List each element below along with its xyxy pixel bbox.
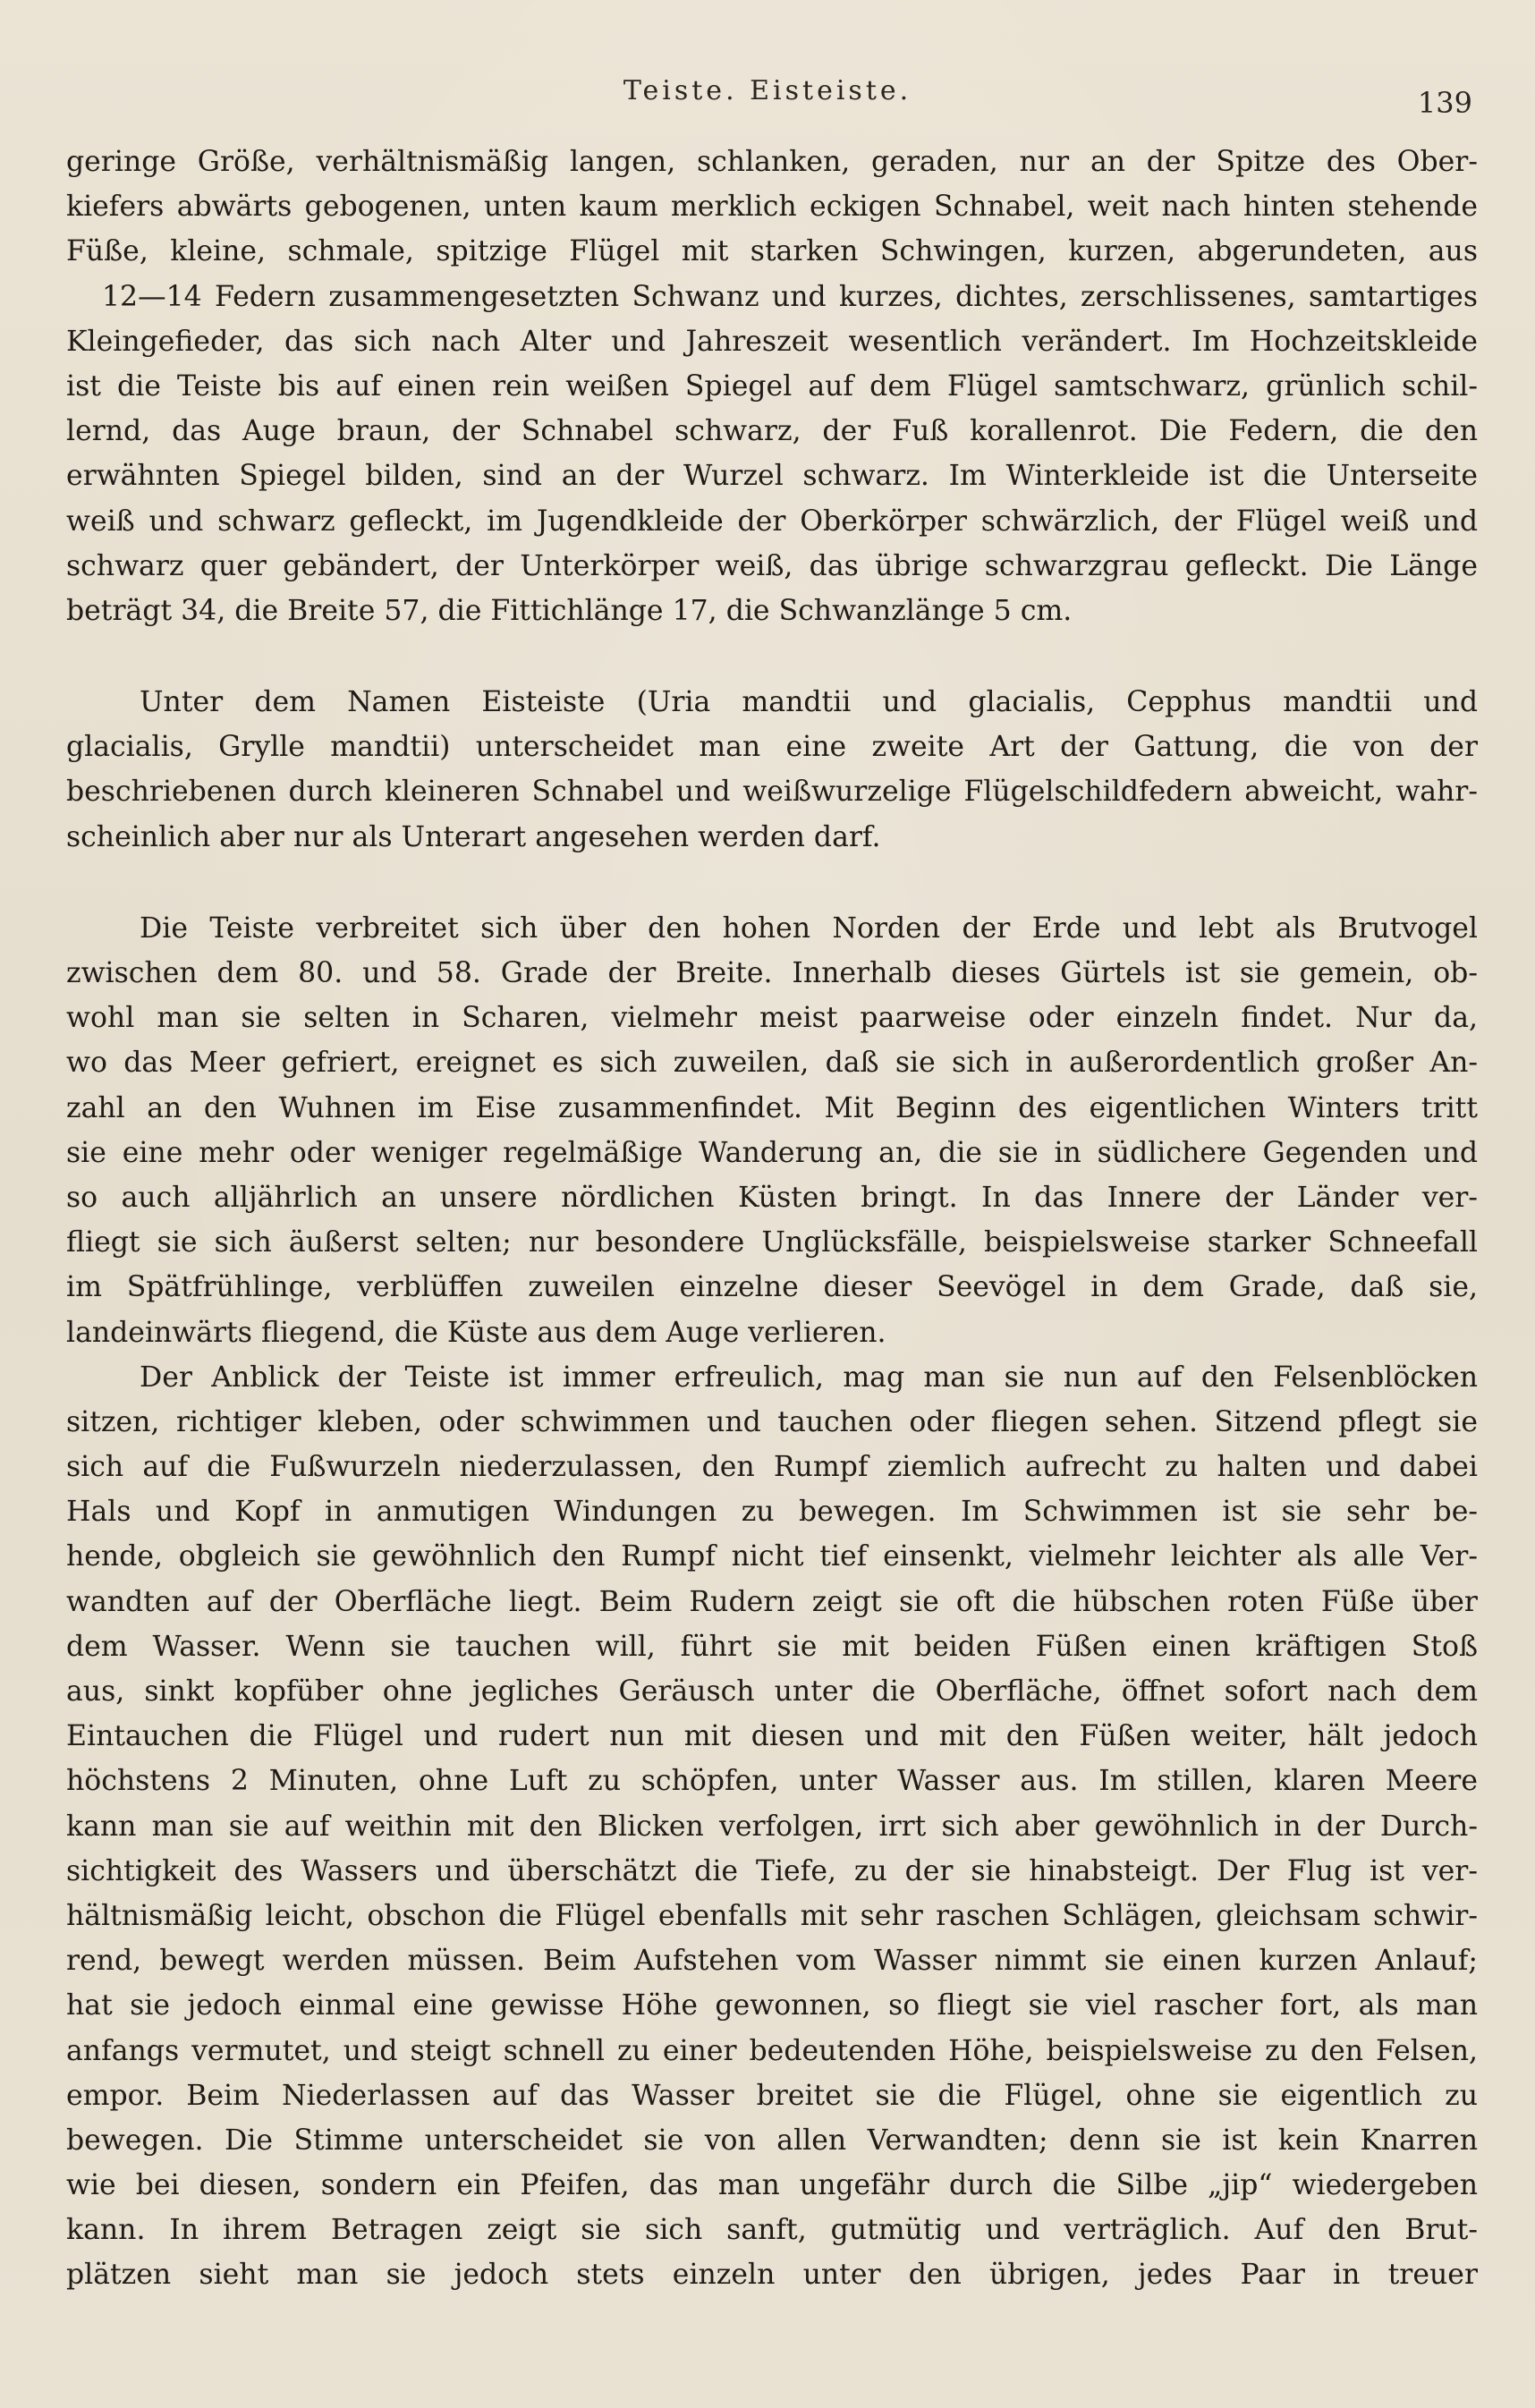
paragraph <box>66 906 1478 1355</box>
text-line: scheinlich aber nur als Unterart angesehen werden darf. <box>66 820 881 853</box>
text-line: Unter dem Namen Eisteiste (Uria mandtii und glacialis, Cepphus mandtii und <box>140 686 1478 719</box>
text-line: wohl man sie selten in Scharen, vielmehr meist paarweise oder einzeln findet. Nur da, <box>66 1002 1478 1035</box>
paragraph <box>66 140 1478 633</box>
text-line: Eintauchen die Flügel und rudert nun mit diesen und mit den Füßen weiter, hält jedoch <box>66 1720 1478 1753</box>
text-line: sichtigkeit des Wassers und überschätzt die Tiefe, zu der sie hinabsteigt. Der Flug ist ver- <box>66 1854 1478 1887</box>
text-line: glacialis, Grylle mandtii) unterscheidet man eine zweite Art der Gattung, die von der <box>66 731 1478 764</box>
text-line: dem Wasser. Wenn sie tauchen will, führt sie mit beiden Füßen einen kräftigen Stoß <box>66 1630 1478 1663</box>
text-line: geringe Größe, verhältnismäßig langen, schlanken, geraden, nur an der Spitze des Ober- <box>66 146 1478 178</box>
page-number: 139 <box>1417 86 1472 120</box>
text-line: beschriebenen durch kleineren Schnabel und weißwurzelige Flügelschildfedern abweicht, wahr- <box>66 776 1478 809</box>
text-line: 12—14 Federn zusammengesetzten Schwanz und kurzes, dichtes, zerschlissenes, samtartiges <box>102 280 1478 313</box>
text-line: erwähnten Spiegel bilden, sind an der Wurzel schwarz. Im Winterkleide ist die Unterseite <box>66 460 1478 493</box>
text-line: wo das Meer gefriert, ereignet es sich zuweilen, daß sie sich in außerordentlich großer An- <box>66 1047 1478 1080</box>
text-line: kann man sie auf weithin mit den Blicken verfolgen, irrt sich aber gewöhnlich in der Durch- <box>66 1810 1478 1843</box>
text-line: kann. In ihrem Betragen zeigt sie sich sanft, gutmütig und verträglich. Auf den Brut- <box>66 2214 1478 2247</box>
text-line: anfangs vermutet, und steigt schnell zu einer bedeutenden Höhe, beispielsweise zu den Felsen, <box>66 2034 1478 2067</box>
text-line: kiefers abwärts gebogenen, unten kaum merklich eckigen Schnabel, weit nach hinten stehende <box>66 191 1478 224</box>
text-line: schwarz quer gebändert, der Unterkörper weiß, das übrige schwarzgrau gefleckt. Die Länge <box>66 549 1478 582</box>
text-line: zwischen dem 80. und 58. Grade der Breite. Innerhalb dieses Gürtels ist sie gemein, ob- <box>66 957 1478 989</box>
text-line: Kleingefieder, das sich nach Alter und Jahreszeit wesentlich verändert. Im Hochzeitskleide <box>66 325 1478 358</box>
text-line: beträgt 34, die Breite 57, die Fittichlänge 17, die Schwanzlänge 5 cm. <box>66 594 1073 627</box>
text-line: so auch alljährlich an unsere nördlichen Küsten bringt. In das Innere der Länder ver- <box>66 1181 1478 1214</box>
text-line: rend, bewegt werden müssen. Beim Aufstehen vom Wasser nimmt sie einen kurzen Anlauf; <box>66 1945 1478 1978</box>
text-line: im Spätfrühlinge, verblüffen zuweilen einzelne dieser Seevögel in dem Grade, daß sie, <box>66 1271 1478 1304</box>
text-line: landeinwärts fliegend, die Küste aus dem Auge verlieren. <box>66 1316 886 1349</box>
text-line: bewegen. Die Stimme unterscheidet sie von allen Verwandten; denn sie ist kein Knarren <box>66 2124 1478 2157</box>
text-line: Der Anblick der Teiste ist immer erfreulich, mag man sie nun auf den Felsenblöcken <box>140 1361 1478 1394</box>
text-line: ist die Teiste bis auf einen rein weißen Spiegel auf dem Flügel samtschwarz, grünlich schil- <box>66 369 1478 403</box>
text-line: plätzen sieht man sie jedoch stets einzeln unter den übrigen, jedes Paar in treuer <box>66 2259 1478 2292</box>
text-line: sie eine mehr oder weniger regelmäßige Wanderung an, die sie in südlichere Gegenden und <box>66 1136 1478 1169</box>
text-line: Füße, kleine, schmale, spitzige Flügel mit starken Schwingen, kurzen, abgerundeten, aus <box>66 235 1478 268</box>
text-line: sitzen, richtiger kleben, oder schwimmen und tauchen oder fliegen sehen. Sitzend pflegt sie <box>66 1405 1478 1438</box>
text-line: hat sie jedoch einmal eine gewisse Höhe gewonnen, so fliegt sie viel rascher fort, als man <box>66 1989 1478 2022</box>
text-line: wie bei diesen, sondern ein Pfeifen, das man ungefähr durch die Silbe „jip“ wiedergeben <box>66 2169 1478 2202</box>
text-line: hältnismäßig leicht, obschon die Flügel ebenfalls mit sehr raschen Schlägen, gleichsam schwir- <box>66 1899 1478 1932</box>
running-title: Teiste. Eisteiste. <box>623 75 912 106</box>
text-line: sich auf die Fußwurzeln niederzulassen, den Rumpf ziemlich aufrecht zu halten und dabei <box>66 1451 1478 1484</box>
text-line: zahl an den Wuhnen im Eise zusammenfindet. Mit Beginn des eigentlichen Winters tritt <box>66 1091 1478 1124</box>
text-line: weiß und schwarz gefleckt, im Jugendkleide der Oberkörper schwärzlich, der Flügel weiß und <box>66 504 1478 538</box>
text-line: Hals und Kopf in anmutigen Windungen zu bewegen. Im Schwimmen ist sie sehr be- <box>66 1496 1478 1529</box>
text-line: aus, sinkt kopfüber ohne jegliches Geräusch unter die Oberfläche, öffnet sofort nach dem <box>66 1675 1478 1708</box>
paragraph <box>66 1355 1478 2298</box>
paragraph-gap <box>66 860 1478 906</box>
text-line: empor. Beim Niederlassen auf das Wasser breitet sie die Flügel, ohne sie eigentlich zu <box>66 2079 1478 2112</box>
paragraph-gap <box>66 633 1478 680</box>
text-line: Die Teiste verbreitet sich über den hohen Norden der Erde und lebt als Brutvogel <box>140 911 1478 945</box>
paragraph <box>66 680 1478 860</box>
text-line: wandten auf der Oberfläche liegt. Beim Rudern zeigt sie oft die hübschen roten Füße über <box>66 1585 1478 1618</box>
body-text <box>66 140 1478 2298</box>
text-line: lernd, das Auge braun, der Schnabel schwarz, der Fuß korallenrot. Die Federn, die den <box>66 415 1478 448</box>
text-line: höchstens 2 Minuten, ohne Luft zu schöpfen, unter Wasser aus. Im stillen, klaren Meere <box>66 1765 1478 1798</box>
text-line: fliegt sie sich äußerst selten; nur besondere Unglücksfälle, beispielsweise starker Schneefall <box>66 1226 1478 1259</box>
text-line: hende, obgleich sie gewöhnlich den Rumpf nicht tief einsenkt, vielmehr leichter als alle Ver- <box>66 1540 1478 1573</box>
